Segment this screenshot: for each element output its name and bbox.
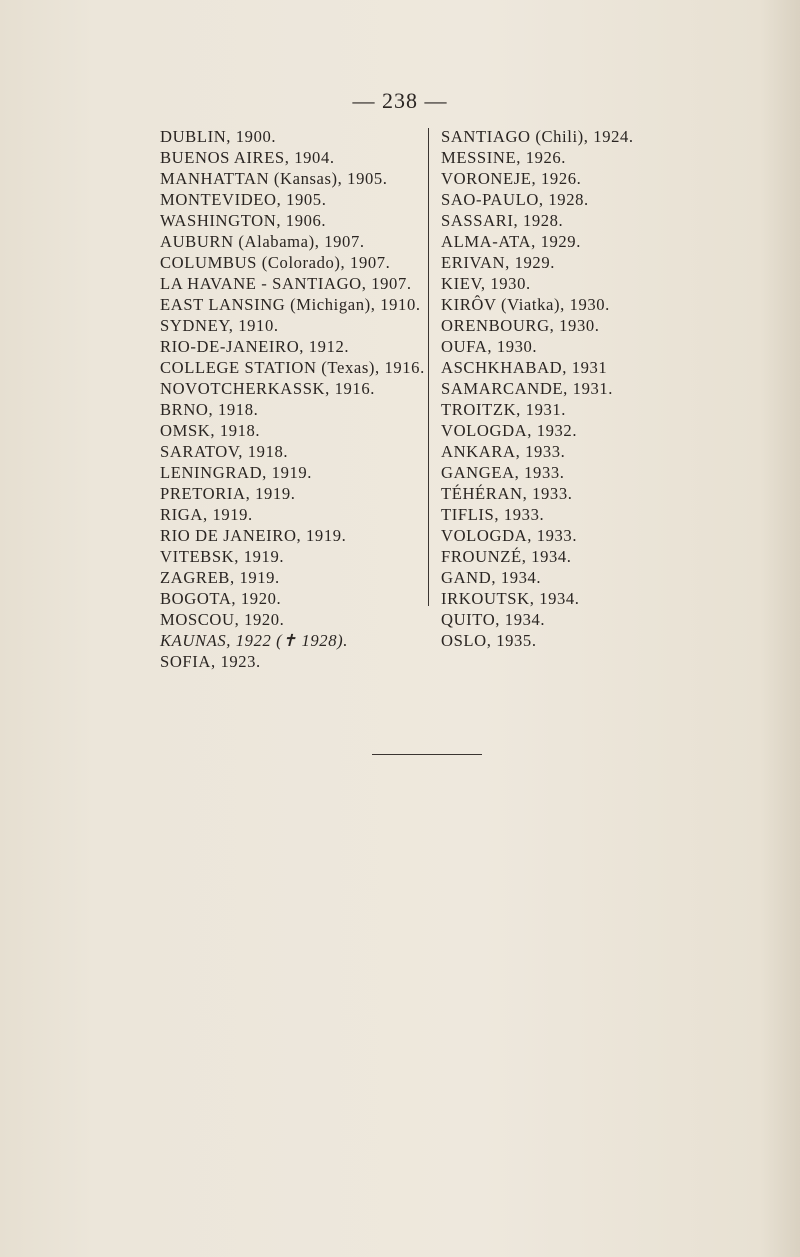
list-item: LENINGRAD, 1919. [160, 463, 313, 482]
list-item: KIEV, 1930. [441, 274, 531, 293]
list-item: GAND, 1934. [441, 568, 542, 587]
list-item: ZAGREB, 1919. [160, 568, 280, 587]
list-item: NOVOTCHERKASSK, 1916. [160, 379, 375, 398]
list-item: TÉHÉRAN, 1933. [441, 484, 573, 503]
list-item: KAUNAS, 1922 (✝ 1928). [160, 631, 348, 650]
list-item: VORONEJE, 1926. [441, 169, 582, 188]
list-item: WASHINGTON, 1906. [160, 211, 327, 230]
list-item: ALMA-ATA, 1929. [441, 232, 581, 251]
list-item: TIFLIS, 1933. [441, 505, 545, 524]
list-item: OUFA, 1930. [441, 337, 538, 356]
list-item: AUBURN (Alabama), 1907. [160, 232, 365, 251]
list-item: RIGA, 1919. [160, 505, 253, 524]
list-item: SARATOV, 1918. [160, 442, 289, 461]
list-item: MANHATTAN (Kansas), 1905. [160, 169, 388, 188]
left-column-list [160, 126, 425, 672]
list-item: MONTEVIDEO, 1905. [160, 190, 327, 209]
list-item: DUBLIN, 1900. [160, 127, 277, 146]
list-item: LA HAVANE - SANTIAGO, 1907. [160, 274, 412, 293]
list-item: ANKARA, 1933. [441, 442, 566, 461]
list-item: EAST LANSING (Michigan), 1910. [160, 295, 421, 314]
list-item: MESSINE, 1926. [441, 148, 567, 167]
list-item: IRKOUTSK, 1934. [441, 589, 580, 608]
list-item: SYDNEY, 1910. [160, 316, 279, 335]
list-item: COLLEGE STATION (Texas), 1916. [160, 358, 425, 377]
list-item: SANTIAGO (Chili), 1924. [441, 127, 634, 146]
list-item: OMSK, 1918. [160, 421, 261, 440]
list-item: ERIVAN, 1929. [441, 253, 555, 272]
list-item: MOSCOU, 1920. [160, 610, 285, 629]
page-number: — 238 — [352, 88, 448, 113]
list-item: SAMARCANDE, 1931. [441, 379, 614, 398]
list-item: COLUMBUS (Colorado), 1907. [160, 253, 391, 272]
list-item: ORENBOURG, 1930. [441, 316, 600, 335]
list-item: VITEBSK, 1919. [160, 547, 285, 566]
right-column-list [441, 126, 634, 651]
list-item: SAO-PAULO, 1928. [441, 190, 589, 209]
closing-rule [372, 754, 482, 755]
list-item: QUITO, 1934. [441, 610, 546, 629]
list-item: SASSARI, 1928. [441, 211, 564, 230]
list-item: VOLOGDA, 1933. [441, 526, 578, 545]
list-item: RIO DE JANEIRO, 1919. [160, 526, 347, 545]
list-item: BRNO, 1918. [160, 400, 259, 419]
list-item: GANGEA, 1933. [441, 463, 565, 482]
column-divider [428, 128, 429, 606]
list-item: BOGOTA, 1920. [160, 589, 282, 608]
list-item: TROITZK, 1931. [441, 400, 567, 419]
list-item: SOFIA, 1923. [160, 652, 261, 671]
list-item: ASCHKHABAD, 1931 [441, 358, 608, 377]
list-item: RIO-DE-JANEIRO, 1912. [160, 337, 350, 356]
list-item: KIRÔV (Viatka), 1930. [441, 295, 610, 314]
list-item: PRETORIA, 1919. [160, 484, 296, 503]
list-item: OSLO, 1935. [441, 631, 537, 650]
list-item: BUENOS AIRES, 1904. [160, 148, 335, 167]
list-item: VOLOGDA, 1932. [441, 421, 578, 440]
list-item: FROUNZÉ, 1934. [441, 547, 572, 566]
